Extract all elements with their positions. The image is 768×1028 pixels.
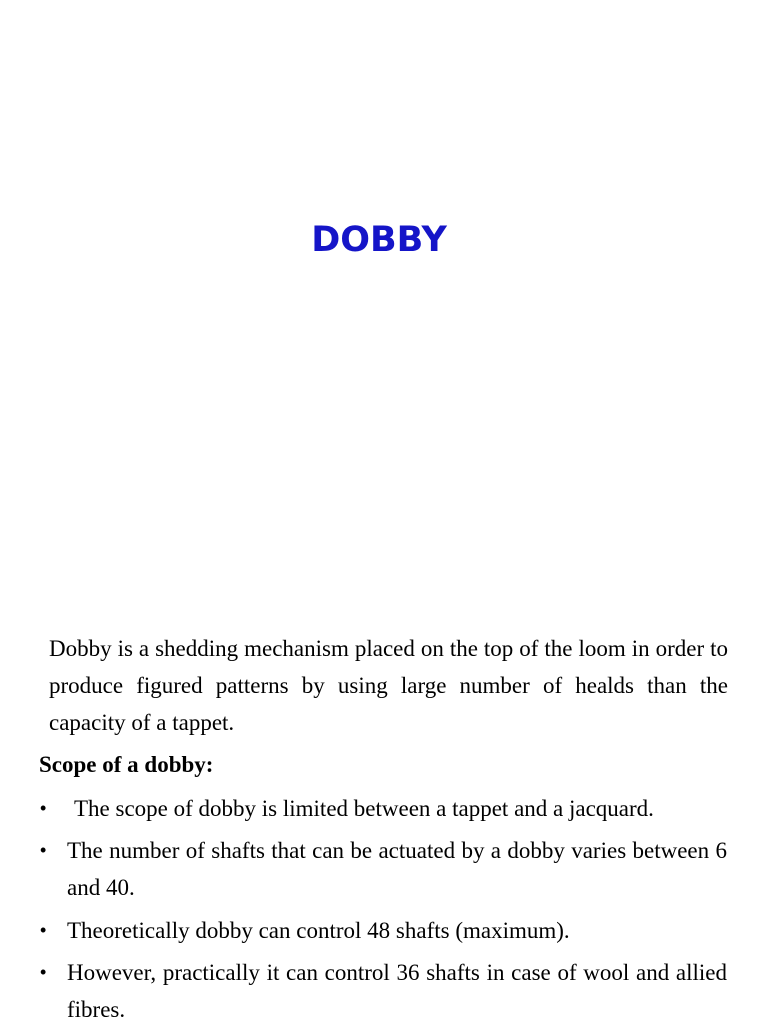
bullet-text: However, practically it can control 36 shafts in case of wool and allied fibres. (67, 960, 727, 1022)
bullet-text: The number of shafts that can be actuated by a dobby varies between 6 and 40. (67, 838, 727, 900)
bullet-icon: • (40, 798, 47, 818)
bullet-text: Theoretically dobby can control 48 shafts (maximum). (67, 918, 570, 943)
bullet-icon: • (40, 962, 47, 982)
intro-paragraph: Dobby is a shedding mechanism placed on the top of the loom in order to produce figured patterns by using large number of healds than the capacity of a tappet. (49, 636, 728, 735)
slide-title: DOBBY (311, 220, 447, 260)
bullet-icon: • (40, 920, 47, 940)
bullet-text: The scope of dobby is limited between a tappet and a jacquard. (74, 796, 654, 821)
bullet-icon: • (40, 840, 47, 860)
scope-heading: Scope of a dobby: (39, 752, 214, 777)
